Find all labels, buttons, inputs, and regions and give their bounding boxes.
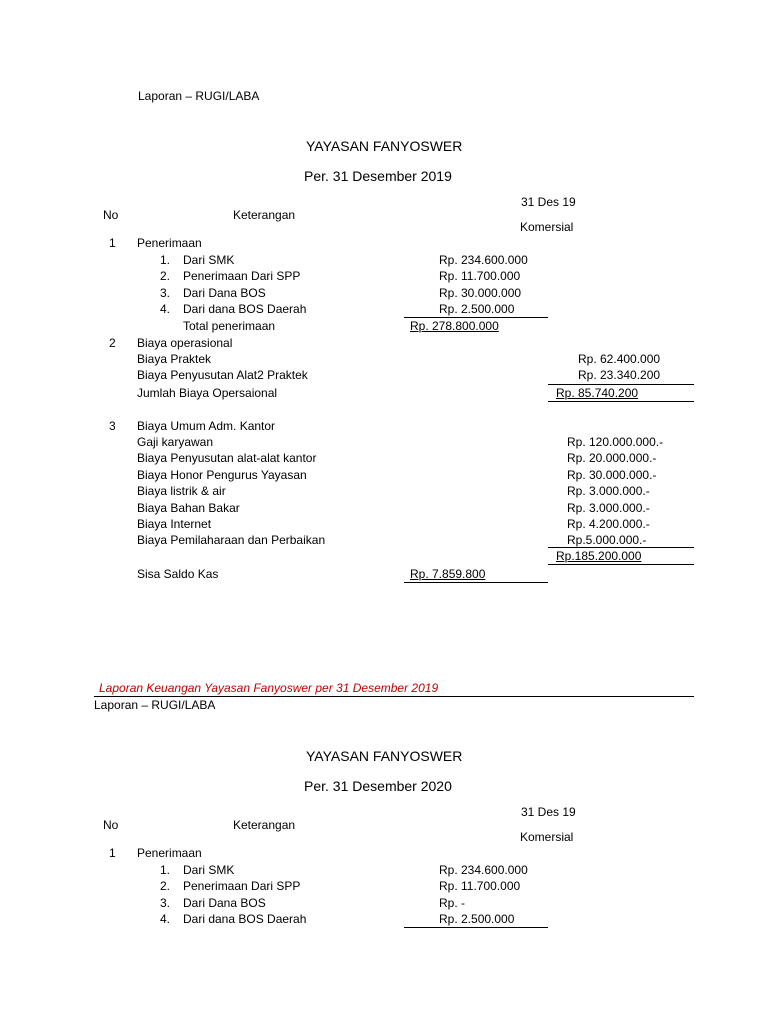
period-title: Per. 31 Desember 2020 [304,778,452,794]
section-number: 1 [109,236,116,250]
list-item-number: 4. [160,302,171,316]
column-keterangan-header: Keterangan [233,818,296,832]
list-item-label: Gaji karyawan [137,435,214,449]
section-title-penerimaan: Penerimaan [137,236,202,250]
list-item-amount: Rp. 11.700.000 [439,879,521,893]
subtotal-rule [548,547,694,548]
report-label: Laporan – RUGI/LABA [138,89,260,103]
list-item-label: Biaya Internet [137,517,212,531]
column-komersial-header: Komersial [520,220,574,234]
section-number: 1 [109,846,116,860]
list-item-label: Biaya Penyusutan Alat2 Praktek [137,368,308,382]
list-item-amount: Rp. 234.600.000 [439,863,528,877]
total-amount: Rp. 278.800.000 [410,319,499,333]
list-item-label: Penerimaan Dari SPP [183,269,301,283]
list-item-label: Dari SMK [183,253,235,267]
total-label: Total penerimaan [183,319,276,333]
column-date-header: 31 Des 19 [521,195,576,209]
section-title-biaya-operasional: Biaya operasional [137,336,233,350]
column-date-header: 31 Des 19 [521,805,576,819]
section-title-penerimaan: Penerimaan [137,846,202,860]
list-item-label: Dari SMK [183,863,235,877]
list-item-number: 1. [160,863,171,877]
column-keterangan-header: Keterangan [233,208,296,222]
total-amount: Rp. 85.740.200 [556,386,639,400]
list-item-label: Dari Dana BOS [183,286,266,300]
subtotal-rule [548,384,694,385]
subtotal-rule [404,317,548,318]
list-item-label: Dari dana BOS Daerah [183,912,307,926]
saldo-rule [404,582,548,583]
list-item-amount: Rp. 30.000.000 [439,286,522,300]
list-item-label: Biaya Bahan Bakar [137,501,240,515]
list-item-label: Biaya Pemilaharaan dan Perbaikan [137,533,326,547]
list-item-number: 3. [160,286,171,300]
list-item-amount: Rp. 3.000.000.- [567,501,650,515]
list-item-number: 2. [160,879,171,893]
saldo-amount: Rp. 7.859.800 [410,567,486,581]
list-item-amount: Rp. 4.200.000.- [567,517,650,531]
report-label: Laporan – RUGI/LABA [94,698,216,712]
list-item-amount: Rp. - [439,896,466,910]
section-number: 2 [109,336,116,350]
list-item-amount: Rp. 3.000.000.- [567,484,650,498]
total-label: Jumlah Biaya Opersaional [137,386,278,400]
list-item-amount: Rp. 20.000.000.- [567,451,657,465]
list-item-number: 2. [160,269,171,283]
period-title: Per. 31 Desember 2019 [304,168,452,184]
section-title-biaya-umum: Biaya Umum Adm. Kantor [137,419,276,433]
total-rule [548,564,694,565]
section-number: 3 [109,419,116,433]
list-item-amount: Rp. 2.500.000 [439,302,515,316]
subtotal-rule [404,927,548,928]
list-item-amount: Rp.5.000.000.- [567,533,647,547]
list-item-amount: Rp. 11.700.000 [439,269,521,283]
page-footer: Laporan Keuangan Yayasan Fanyoswer per 31 Desember 2019 [99,681,439,695]
list-item-amount: Rp. 62.400.000 [578,352,661,366]
list-item-label: Biaya listrik & air [137,484,226,498]
org-name: YAYASAN FANYOSWER [306,138,463,154]
list-item-label: Biaya Honor Pengurus Yayasan [137,468,307,482]
total-rule [548,401,694,402]
list-item-amount: Rp. 120.000.000.- [567,435,664,449]
total-amount: Rp.185.200.000 [556,549,642,563]
list-item-number: 4. [160,912,171,926]
list-item-label: Biaya Penyusutan alat-alat kantor [137,451,317,465]
list-item-label: Dari Dana BOS [183,896,266,910]
column-komersial-header: Komersial [520,830,574,844]
list-item-amount: Rp. 2.500.000 [439,912,515,926]
column-no-header: No [103,818,119,832]
list-item-label: Penerimaan Dari SPP [183,879,301,893]
list-item-label: Biaya Praktek [137,352,212,366]
list-item-amount: Rp. 30.000.000.- [567,468,657,482]
list-item-label: Dari dana BOS Daerah [183,302,307,316]
list-item-amount: Rp. 234.600.000 [439,253,528,267]
list-item-amount: Rp. 23.340.200 [578,368,661,382]
list-item-number: 3. [160,896,171,910]
list-item-number: 1. [160,253,171,267]
org-name: YAYASAN FANYOSWER [306,748,463,764]
footer-rule [94,696,694,697]
column-no-header: No [103,208,119,222]
saldo-label: Sisa Saldo Kas [137,567,219,581]
